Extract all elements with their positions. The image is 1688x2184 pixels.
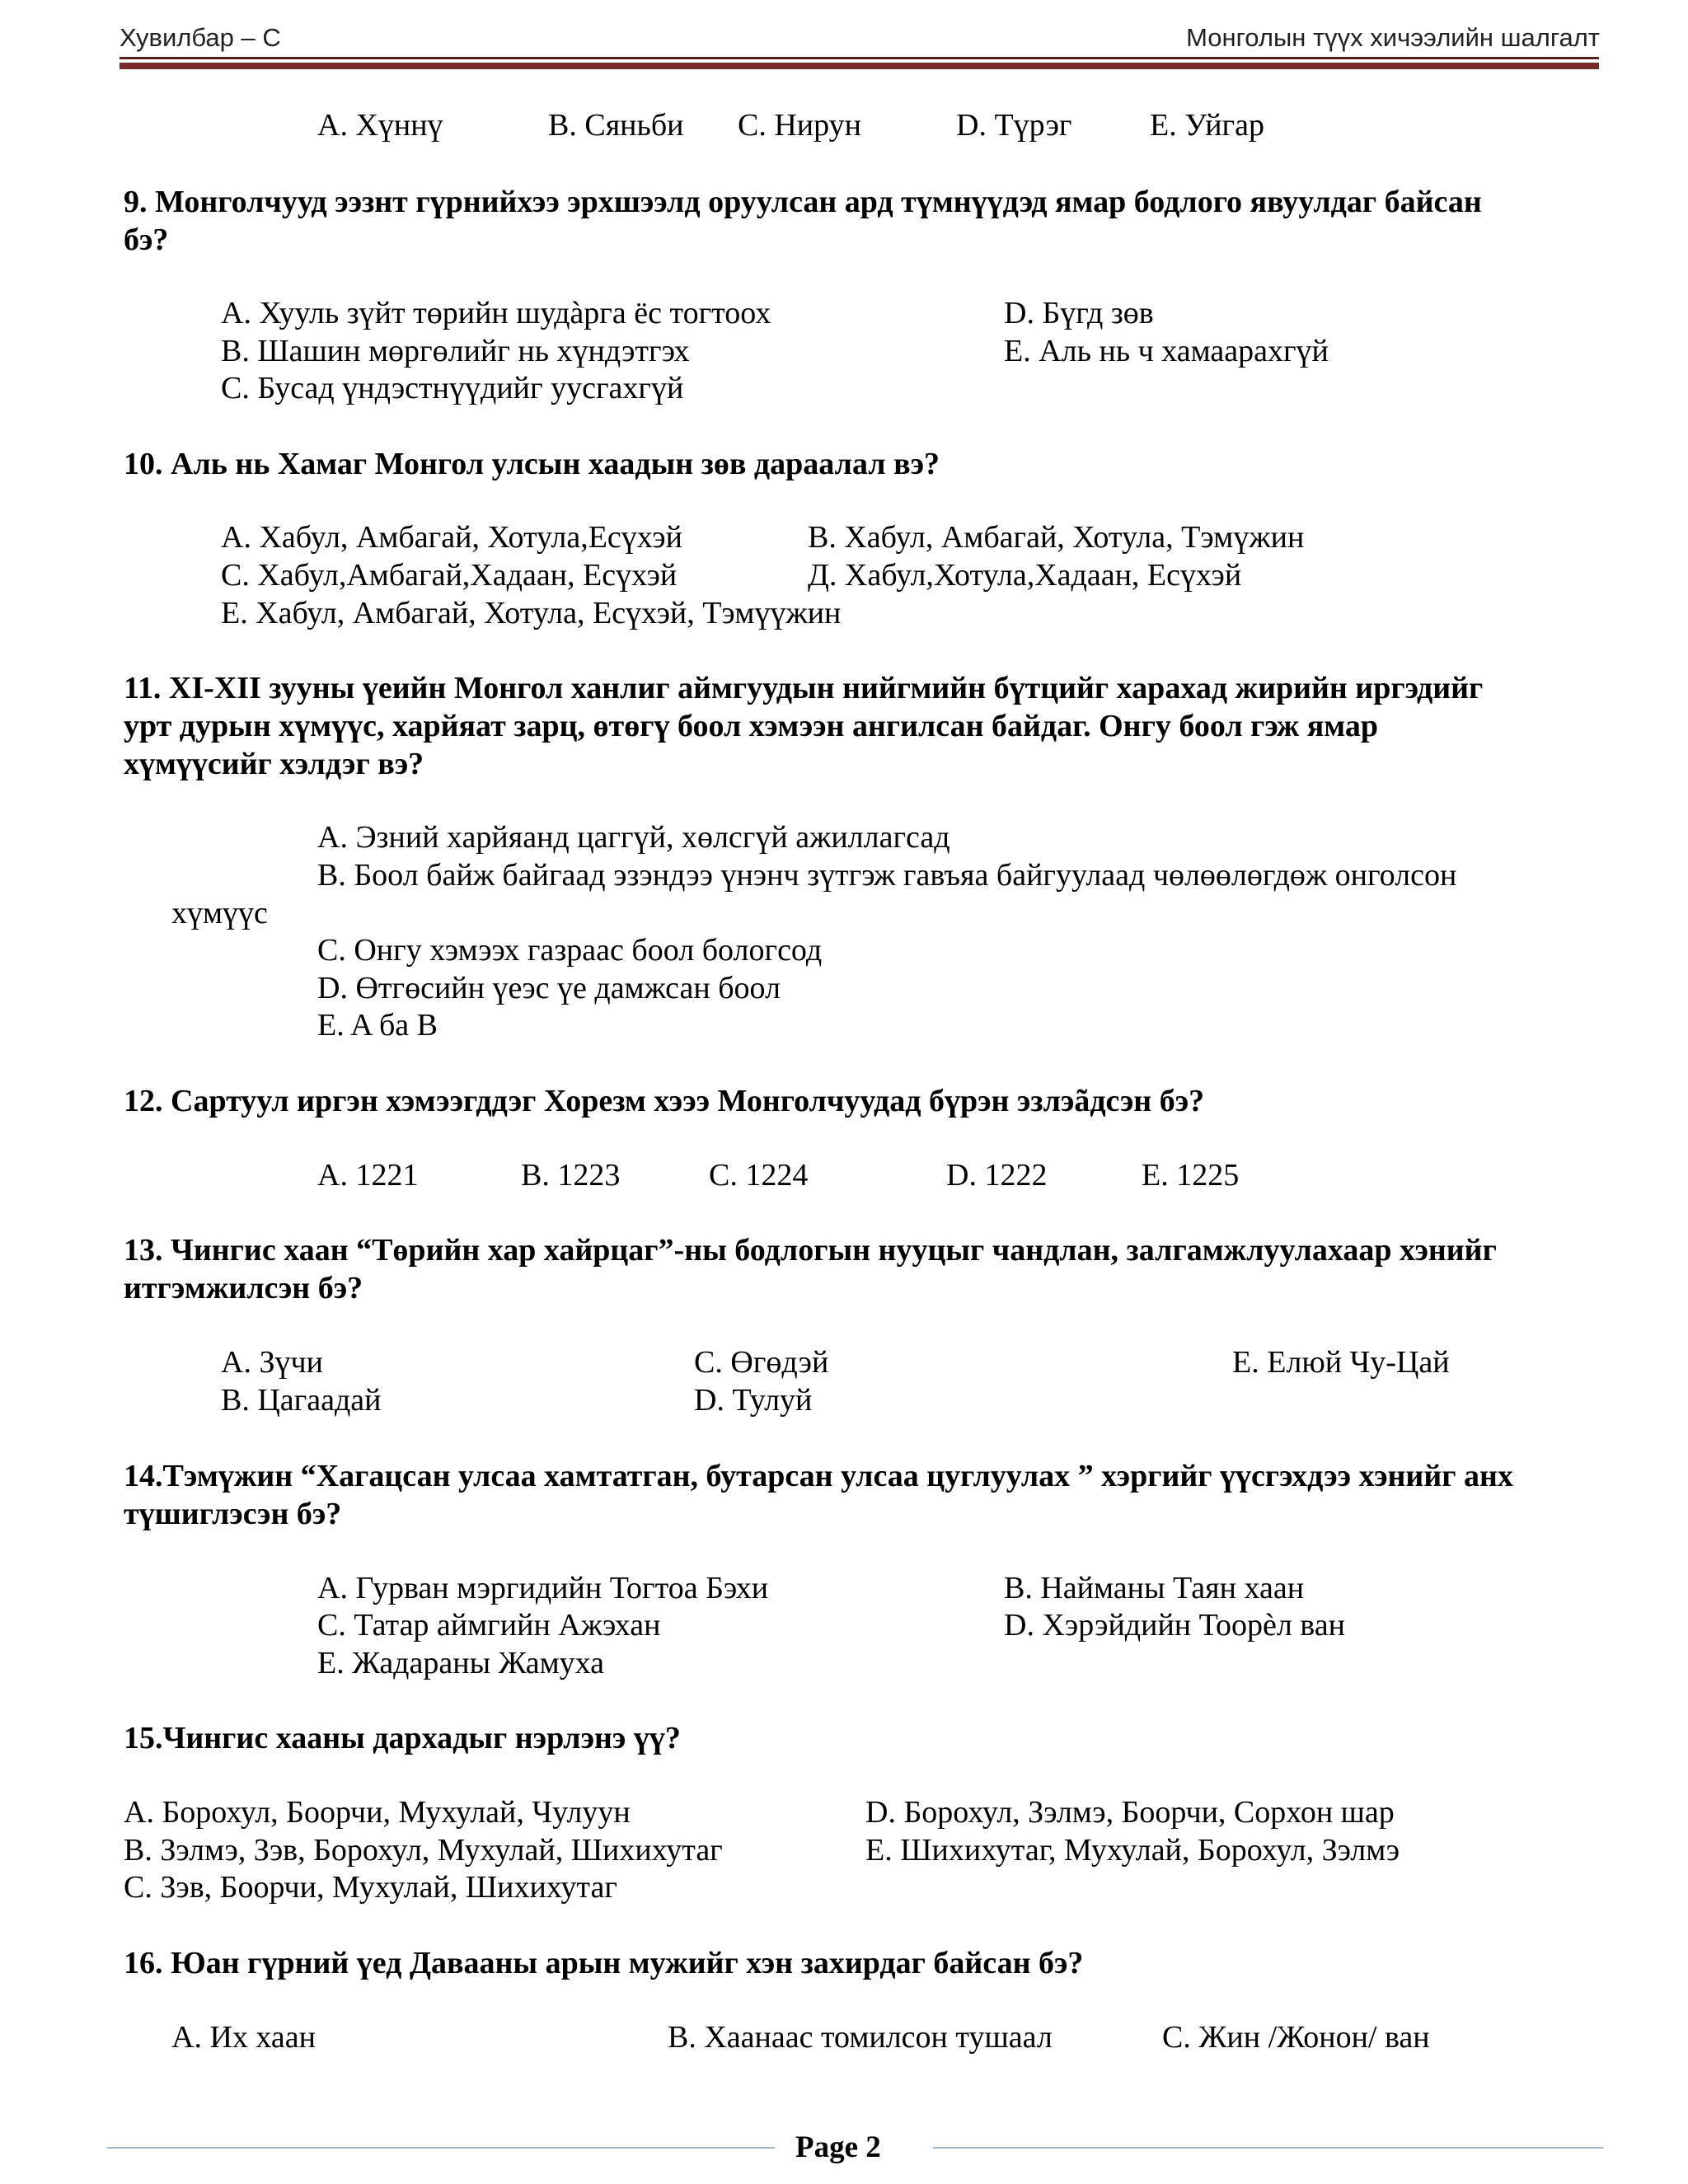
q16-option-b: B. Хаанаас томилсон тушаал: [668, 2020, 1053, 2055]
q14-option-d: D. Хэрэйдийн Тоорèл ван: [1004, 1608, 1345, 1643]
q9-option-e: E. Аль нь ч хамаарахгүй: [1004, 334, 1329, 368]
q16-option-c: C. Жин /Жонон/ ван: [1162, 2020, 1430, 2055]
q11-option-a: A. Эзний харйяанд цаггүй, хөлсгүй ажиллагсад: [317, 820, 950, 855]
q15-option-c: C. Зэв, Боорчи, Мухулай, Шихихутаг: [124, 1870, 617, 1905]
q13-question-line1: 13. Чингис хаан “Төрийн хар хайрцаг”-ны бодлогын нууцыг чандлан, залгамжлуулахаар хэнийг: [124, 1233, 1497, 1268]
q10-option-b: B. Хабул, Амбагай, Хотула, Тэмүжин: [808, 520, 1305, 555]
q14-option-b: B. Найманы Таян хаан: [1004, 1571, 1305, 1605]
q12-option-a: A. 1221: [317, 1158, 419, 1193]
q13-option-e: E. Елюй Чу-Цай: [1232, 1345, 1450, 1380]
q14-option-e: E. Жадараны Жамуха: [317, 1646, 604, 1680]
q10-option-c: C. Хабул,Амбагай,Хадаан, Есүхэй: [221, 558, 678, 593]
q12-question: 12. Сартуул иргэн хэмээгддэг Хорезм хэээ Монголчуудад бүрэн эзлэãдсэн бэ?: [124, 1084, 1205, 1118]
q15-option-a: A. Борохул, Боорчи, Мухулай, Чулуун: [124, 1795, 631, 1830]
q11-question-line1: 11. XI-XII зууны үеийн Монгол ханлиг аймгуудын нийгмийн бүтцийг харахад жирийн иргэдийг: [124, 671, 1484, 705]
q14-option-c: C. Татар аймгийн Ажэхан: [317, 1608, 661, 1643]
q13-question-line2: итгэмжилсэн бэ?: [124, 1271, 363, 1305]
q10-option-e: E. Хабул, Амбагай, Хотула, Есүхэй, Тэмүүжин: [221, 596, 842, 630]
q11-option-c: C. Онгу хэмээх газраас боол бологсод: [317, 933, 823, 968]
q8-option-d: D. Түрэг: [956, 108, 1072, 143]
q13-option-d: D. Тулуй: [694, 1383, 813, 1418]
q13-option-b: B. Цагаадай: [221, 1383, 382, 1418]
q11-option-e: E. A ба B: [317, 1008, 438, 1043]
q14-option-a: A. Гурван мэргидийн Тогтоа Бэхи: [317, 1571, 769, 1605]
q9-option-b: B. Шашин мөргөлийг нь хүндэтгэх: [221, 334, 690, 368]
q15-option-b: B. Зэлмэ, Зэв, Борохул, Мухулай, Шихихутаг: [124, 1833, 723, 1868]
q13-option-a: A. Зүчи: [221, 1345, 323, 1380]
q12-option-d: D. 1222: [946, 1158, 1048, 1193]
header-variant: Хувилбар – С: [120, 23, 281, 52]
q9-question-line1: 9. Монголчууд ээзнт гүрнийхээ эрхшээлд оруулсан ард түмнүүдэд ямар бодлого явуулдаг байсан: [124, 185, 1482, 219]
q16-question: 16. Юан гүрний үед Давааны арын мужийг хэн захирдаг байсан бэ?: [124, 1946, 1084, 1980]
q14-question-line1: 14.Тэмүжин “Хагацсан улсаа хамтатган, бутарсан улсаа цуглуулах ” хэргийг үүсгэхдээ хэнийг анх: [124, 1459, 1513, 1493]
q8-option-a: A. Хүннү: [317, 108, 443, 143]
q15-option-d: D. Борохул, Зэлмэ, Боорчи, Сорхон шар: [865, 1795, 1395, 1830]
header-rule-thick: [120, 63, 1599, 69]
q11-question-line3: хүмүүсийг хэлдэг вэ?: [124, 747, 424, 781]
q15-option-e: E. Шихихутаг, Мухулай, Борохул, Зэлмэ: [865, 1833, 1400, 1868]
q14-question-line2: түшиглэсэн бэ?: [124, 1497, 342, 1531]
q9-question-line2: бэ?: [124, 223, 169, 257]
q8-option-c: C. Нирун: [738, 108, 861, 143]
q9-option-d: D. Бүгд зөв: [1004, 296, 1154, 330]
q8-option-b: B. Сяньби: [548, 108, 684, 143]
q8-option-e: E. Уйгар: [1150, 108, 1265, 143]
q11-option-d: D. Өтгөсийн үеэс үе дамжсан боол: [317, 971, 781, 1005]
header-title: Монголын түүх хичээлийн шалгалт: [1186, 23, 1600, 52]
q16-option-a: A. Их хаан: [171, 2020, 316, 2055]
q10-option-d: Д. Хабул,Хотула,Хадаан, Есүхэй: [808, 558, 1242, 593]
header-rule: [120, 57, 1599, 59]
page-number: Page 2: [795, 2130, 881, 2164]
footer-rule-right: [933, 2147, 1603, 2149]
q9-option-c: C. Бусад үндэстнүүдийг уусгахгүй: [221, 371, 684, 405]
q11-option-b: B. Боол байж байгаад эзэндээ үнэнч зүтгэж гавъяа байгуулаад чөлөөлөгдөж онголсон: [317, 858, 1457, 893]
q11-question-line2: урт дурын хүмүүс, харйяат зарц, өтөгү боол хэмээн ангилсан байдаг. Онгу боол гэж ямар: [124, 709, 1379, 743]
footer-rule-left: [107, 2147, 775, 2149]
q10-question: 10. Аль нь Хамаг Монгол улсын хаадын зөв дараалал вэ?: [124, 447, 940, 481]
q10-option-a: A. Хабул, Амбагай, Хотула,Есүхэй: [221, 520, 682, 555]
q15-question: 15.Чингис хааны дархадыг нэрлэнэ үү?: [124, 1721, 681, 1755]
q12-option-b: B. 1223: [521, 1158, 621, 1193]
q9-option-a: A. Хууль зүйт төрийн шудàрга ёс тогтоох: [221, 296, 771, 330]
q13-option-c: C. Өгөдэй: [694, 1345, 829, 1380]
q12-option-c: C. 1224: [709, 1158, 809, 1193]
q11-option-b-wrap: хүмүүс: [171, 896, 268, 930]
q12-option-e: E. 1225: [1142, 1158, 1240, 1193]
